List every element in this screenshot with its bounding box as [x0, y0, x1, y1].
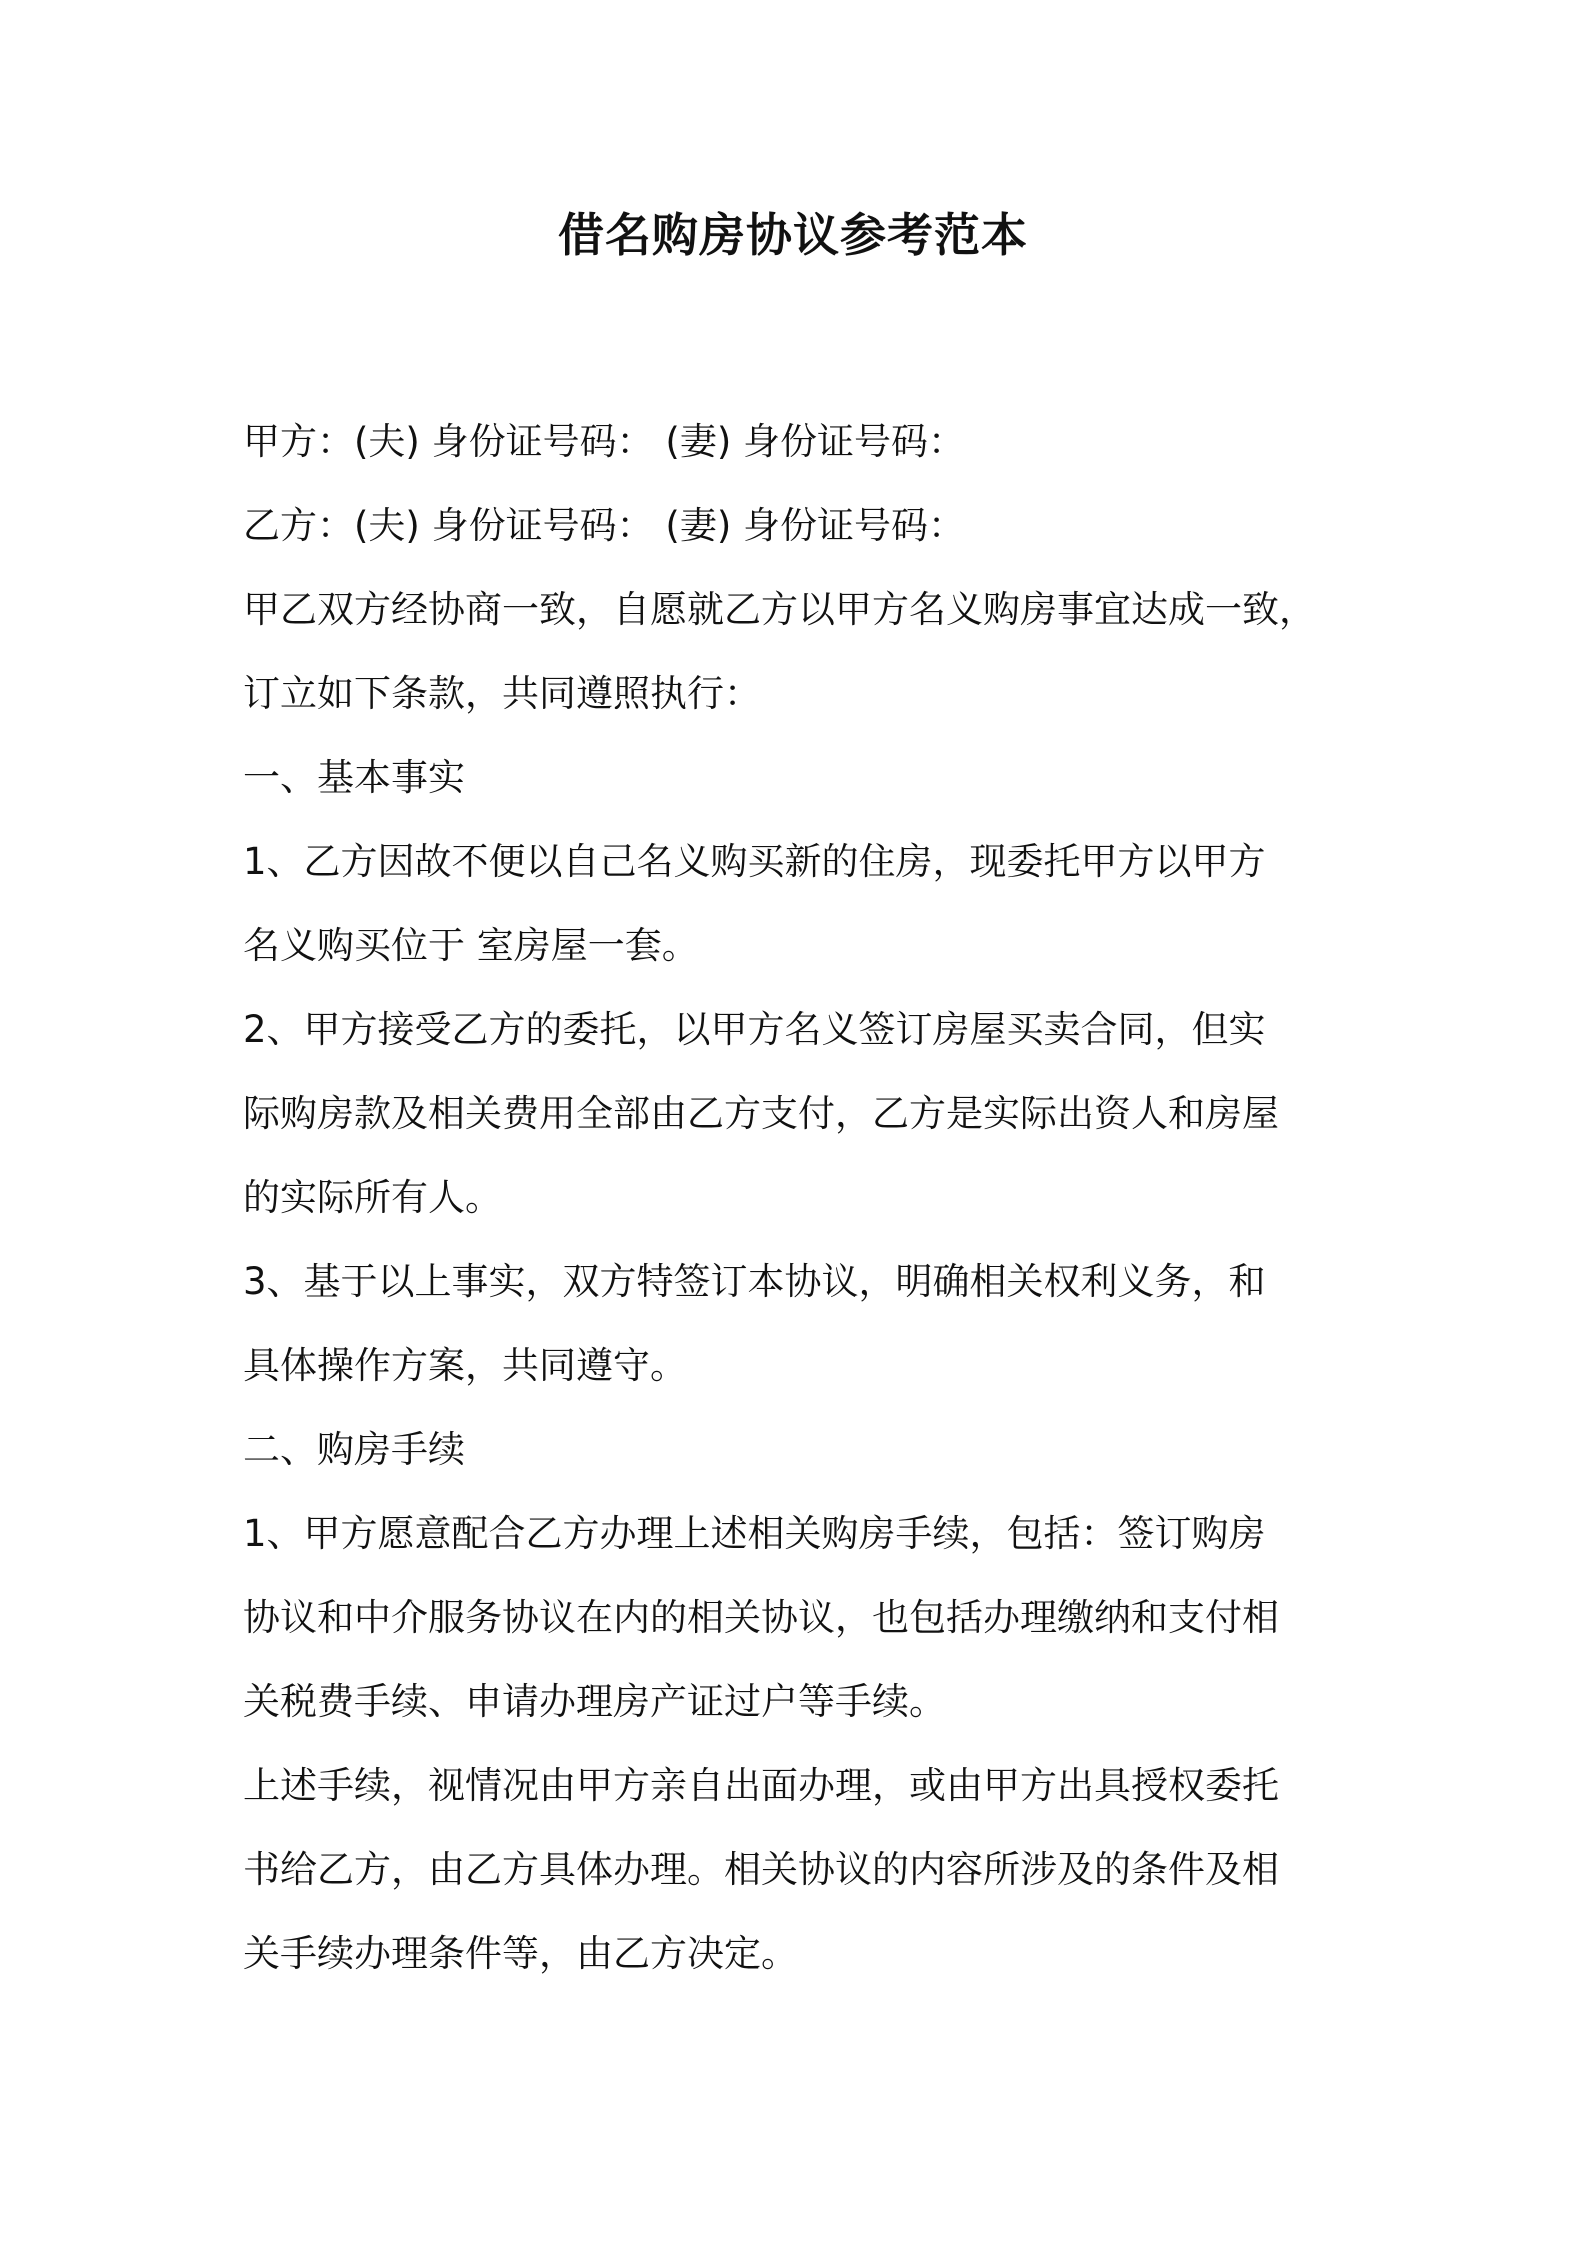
preamble-line-1: 甲乙双方经协商一致，自愿就乙方以甲方名义购房事宜达成一致， [243, 588, 1316, 631]
clause-2-2-line-1: 上述手续，视情况由甲方亲自出面办理，或由甲方出具授权委托 [243, 1764, 1279, 1807]
clause-1-1-line-2: 名义购买位于 室房屋一套。 [243, 924, 699, 967]
preamble-line-2: 订立如下条款，共同遵照执行： [243, 672, 761, 715]
clause-1-3-line-2: 具体操作方案，共同遵守。 [243, 1344, 687, 1387]
document-body [243, 400, 1373, 1996]
clause-1-3-line-1: 3、基于以上事实，双方特签订本协议，明确相关权利义务，和 [243, 1260, 1266, 1303]
clause-1-2-line-1: 2、甲方接受乙方的委托，以甲方名义签订房屋买卖合同，但实 [243, 1008, 1266, 1051]
section-heading-purchase-procedures: 二、购房手续 [243, 1428, 465, 1471]
clause-1-2-line-2: 际购房款及相关费用全部由乙方支付，乙方是实际出资人和房屋 [243, 1092, 1279, 1135]
party-a-line: 甲方：(夫) 身份证号码： (妻) 身份证号码： [243, 420, 966, 463]
clause-2-2-line-2: 书给乙方，由乙方具体办理。相关协议的内容所涉及的条件及相 [243, 1848, 1279, 1891]
clause-2-1-line-2: 协议和中介服务协议在内的相关协议，也包括办理缴纳和支付相 [243, 1596, 1279, 1639]
clause-2-1-line-3: 关税费手续、申请办理房产证过户等手续。 [243, 1680, 946, 1723]
clause-2-2-line-3: 关手续办理条件等，由乙方决定。 [243, 1932, 798, 1975]
document-title: 借名购房协议参考范本 [558, 208, 1028, 262]
clause-1-2-line-3: 的实际所有人。 [243, 1176, 502, 1219]
clause-2-1-line-1: 1、甲方愿意配合乙方办理上述相关购房手续，包括：签订购房 [243, 1512, 1266, 1555]
clause-1-1-line-1: 1、乙方因故不便以自己名义购买新的住房，现委托甲方以甲方 [243, 840, 1266, 883]
party-b-line: 乙方：(夫) 身份证号码： (妻) 身份证号码： [243, 504, 966, 547]
section-heading-basic-facts: 一、基本事实 [243, 756, 465, 799]
